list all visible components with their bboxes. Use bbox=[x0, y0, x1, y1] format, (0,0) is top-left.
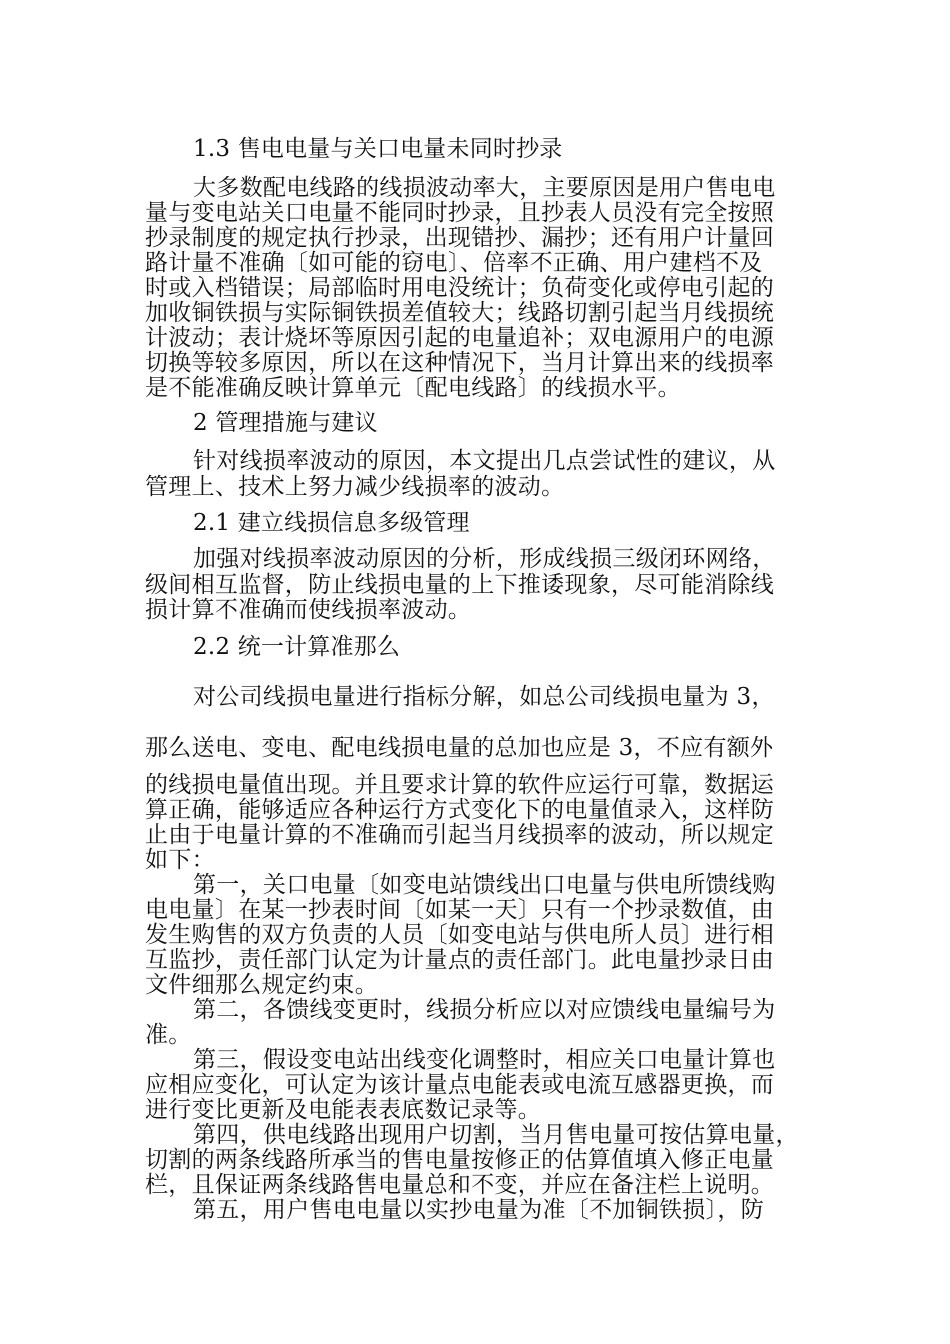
paragraph-line: 那么送电、变电、配电线损电量的总加也应是 3，不应有额外 bbox=[145, 735, 774, 761]
paragraph-line: 止由于电量计算的不准确而引起当月线损率的波动，所以规定 bbox=[145, 822, 775, 848]
paragraph-line: 针对线损率波动的原因，本文提出几点尝试性的建议，从 bbox=[193, 448, 776, 474]
paragraph-line: 对公司线损电量进行指标分解，如总公司线损电量为 3， bbox=[193, 684, 775, 710]
paragraph-line: 级间相互监督，防止线损电量的上下推诿现象，尽可能消除线 bbox=[145, 572, 775, 598]
paragraph-line: 发生购售的双方负责的人员〔如变电站与供电所人员〕进行相 bbox=[145, 922, 775, 948]
section-heading-2-2: 2.2 统一计算准那么 bbox=[193, 634, 401, 660]
paragraph-line: 第五，用户售电电量以实抄电量为准〔不加铜铁损〕，防 bbox=[193, 1197, 764, 1223]
paragraph-line: 的线损电量值出现。并且要求计算的软件应运行可靠，数据运 bbox=[145, 772, 775, 798]
paragraph-line: 应相应变化，可认定为该计量点电能表或电流互感器更换，而 bbox=[145, 1072, 775, 1098]
paragraph-line: 栏，且保证两条线路售电量总和不变，并应在备注栏上说明。 bbox=[145, 1172, 775, 1198]
paragraph-line: 大多数配电线路的线损波动率大，主要原因是用户售电电 bbox=[193, 175, 776, 201]
paragraph-line: 损计算不准确而使线损率波动。 bbox=[145, 597, 472, 623]
paragraph-line: 第四，供电线路出现用户切割，当月售电量可按估算电量， bbox=[193, 1122, 799, 1148]
paragraph-line: 切换等较多原因，所以在这种情况下，当月计算出来的线损率 bbox=[145, 350, 775, 376]
paragraph-line: 互监抄，责任部门认定为计量点的责任部门。此电量抄录日由 bbox=[145, 947, 775, 973]
paragraph-line: 第二，各馈线变更时，线损分析应以对应馈线电量编号为 bbox=[193, 997, 776, 1023]
section-heading-2-1: 2.1 建立线损信息多级管理 bbox=[193, 510, 470, 536]
paragraph-line: 管理上、技术上努力减少线损率的波动。 bbox=[145, 474, 565, 500]
paragraph-line: 计波动；表计烧坏等原因引起的电量追补；双电源用户的电源 bbox=[145, 325, 775, 351]
paragraph-line: 第三，假设变电站出线变化调整时，相应关口电量计算也 bbox=[193, 1047, 776, 1073]
paragraph-line: 文件细那么规定约束。 bbox=[145, 972, 378, 998]
paragraph-line: 算正确，能够适应各种运行方式变化下的电量值录入，这样防 bbox=[145, 797, 775, 823]
paragraph-line: 是不能准确反映计算单元〔配电线路〕的线损水平。 bbox=[145, 375, 681, 401]
paragraph-line: 进行变比更新及电能表表底数记录等。 bbox=[145, 1097, 542, 1123]
section-heading-1-3: 1.3 售电电量与关口电量未同时抄录 bbox=[193, 136, 563, 162]
paragraph-line: 准。 bbox=[145, 1022, 192, 1048]
section-heading-2: 2 管理措施与建议 bbox=[193, 410, 378, 436]
paragraph-line: 路计量不准确〔如可能的窃电〕、倍率不正确、用户建档不及 bbox=[145, 250, 763, 276]
paragraph-line: 抄录制度的规定执行抄录，出现错抄、漏抄；还有用户计量回 bbox=[145, 225, 775, 251]
paragraph-line: 加收铜铁损与实际铜铁损差值较大；线路切割引起当月线损统 bbox=[145, 300, 775, 326]
paragraph-line: 第一，关口电量〔如变电站馈线出口电量与供电所馈线购 bbox=[193, 872, 776, 898]
paragraph-line: 量与变电站关口电量不能同时抄录，且抄表人员没有完全按照 bbox=[145, 200, 775, 226]
paragraph-line: 加强对线损率波动原因的分析，形成线损三级闭环网络， bbox=[193, 546, 776, 572]
paragraph-line: 切割的两条线路所承当的售电量按修正的估算值填入修正电量 bbox=[145, 1147, 775, 1173]
paragraph-line: 如下： bbox=[145, 847, 215, 873]
paragraph-line: 时或入档错误；局部临时用电没统计；负荷变化或停电引起的 bbox=[145, 275, 775, 301]
paragraph-line: 电电量〕在某一抄表时间〔如某一天〕只有一个抄录数值，由 bbox=[145, 897, 775, 923]
